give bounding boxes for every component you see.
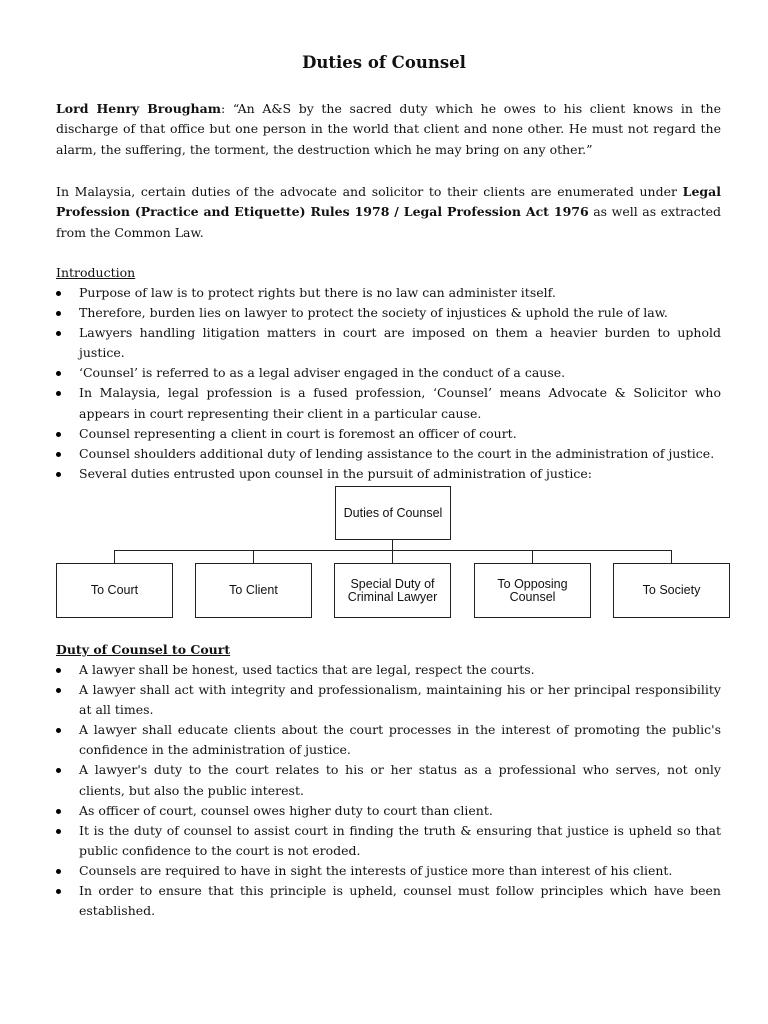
bullet-icon	[56, 472, 61, 477]
malaysia-legislation: Legal Profession (Practice and Etiquette) Rules 1978 / Legal Profession Act 1976	[56, 184, 721, 220]
list-item: A lawyer's duty to the court relates to his or her status as a professional who serves, not only clients, but also the public interest.	[56, 760, 721, 800]
malaysia-lead: In Malaysia, certain duties of the advocate and solicitor to their clients are enumerated under	[56, 184, 683, 199]
list-item: A lawyer shall educate clients about the court processes in the interest of promoting the public's confidence in the administration of justice.	[56, 720, 721, 760]
bullet-icon	[56, 432, 61, 437]
list-item: A lawyer shall be honest, used tactics that are legal, respect the courts.	[56, 660, 721, 680]
bullet-icon	[56, 869, 61, 874]
diagram-child-box: To Society	[613, 563, 730, 618]
quote-paragraph	[56, 99, 721, 160]
bullet-icon	[56, 311, 61, 316]
duty-to-court-heading: Duty of Counsel to Court	[56, 642, 231, 657]
list-item: It is the duty of counsel to assist court in finding the truth & ensuring that justice is upheld so that public confidence to the court is not eroded.	[56, 821, 721, 861]
diagram-child-box: To Opposing Counsel	[474, 563, 591, 618]
list-item: Counsel representing a client in court is foremost an officer of court.	[56, 424, 721, 444]
bullet-icon	[56, 452, 61, 457]
bullet-icon	[56, 809, 61, 814]
list-item: Lawyers handling litigation matters in court are imposed on them a heavier burden to uphold justice.	[56, 323, 721, 363]
connector-line	[114, 550, 115, 563]
list-item: Purpose of law is to protect rights but there is no law can administer itself.	[56, 283, 721, 303]
bullet-icon	[56, 688, 61, 693]
bullet-icon	[56, 889, 61, 894]
introduction-list	[56, 283, 721, 484]
bullet-icon	[56, 331, 61, 336]
introduction-heading: Introduction	[56, 265, 136, 280]
bullet-icon	[56, 668, 61, 673]
bullet-icon	[56, 371, 61, 376]
bullet-icon	[56, 391, 61, 396]
connector-line	[671, 550, 672, 563]
diagram-root-box: Duties of Counsel	[335, 486, 451, 540]
connector-line	[253, 550, 254, 563]
list-item: Counsel shoulders additional duty of lending assistance to the court in the administration of justice.	[56, 444, 721, 464]
connector-line	[392, 540, 393, 551]
connector-line	[392, 550, 393, 563]
diagram-child-box: To Court	[56, 563, 173, 618]
list-item: Therefore, burden lies on lawyer to protect the society of injustices & uphold the rule of law.	[56, 303, 721, 323]
connector-line	[532, 550, 533, 563]
list-item: In order to ensure that this principle is upheld, counsel must follow principles which have been established.	[56, 881, 721, 921]
list-item: A lawyer shall act with integrity and professionalism, maintaining his or her principal responsibility at all times.	[56, 680, 721, 720]
duty-to-court-list	[56, 660, 721, 921]
quote-speaker: Lord Henry Brougham	[56, 101, 221, 116]
malaysia-paragraph	[56, 182, 721, 243]
bullet-icon	[56, 728, 61, 733]
list-item: As officer of court, counsel owes higher duty to court than client.	[56, 801, 721, 821]
list-item: Counsels are required to have in sight the interests of justice more than interest of his client.	[56, 861, 721, 881]
page-title: Duties of Counsel	[302, 53, 466, 72]
bullet-icon	[56, 291, 61, 296]
bullet-icon	[56, 768, 61, 773]
diagram-child-box: To Client	[195, 563, 312, 618]
connector-line	[114, 550, 671, 551]
list-item: Several duties entrusted upon counsel in the pursuit of administration of justice:	[56, 464, 721, 484]
diagram-child-box: Special Duty of Criminal Lawyer	[334, 563, 451, 618]
malaysia-tail: as well as extracted from the Common Law.	[56, 204, 721, 240]
list-item: ‘Counsel’ is referred to as a legal adviser engaged in the conduct of a cause.	[56, 363, 721, 383]
bullet-icon	[56, 829, 61, 834]
quote-text: : “An A&S by the sacred duty which he owes to his client knows in the discharge of that office but one person in the world that client and none other. He must not regard the alarm, the suffering, the torment, the destruction which he may bring on any other.”	[56, 101, 721, 157]
list-item: In Malaysia, legal profession is a fused profession, ‘Counsel’ means Advocate & Solicitor who appears in court representing their client in a particular cause.	[56, 383, 721, 423]
